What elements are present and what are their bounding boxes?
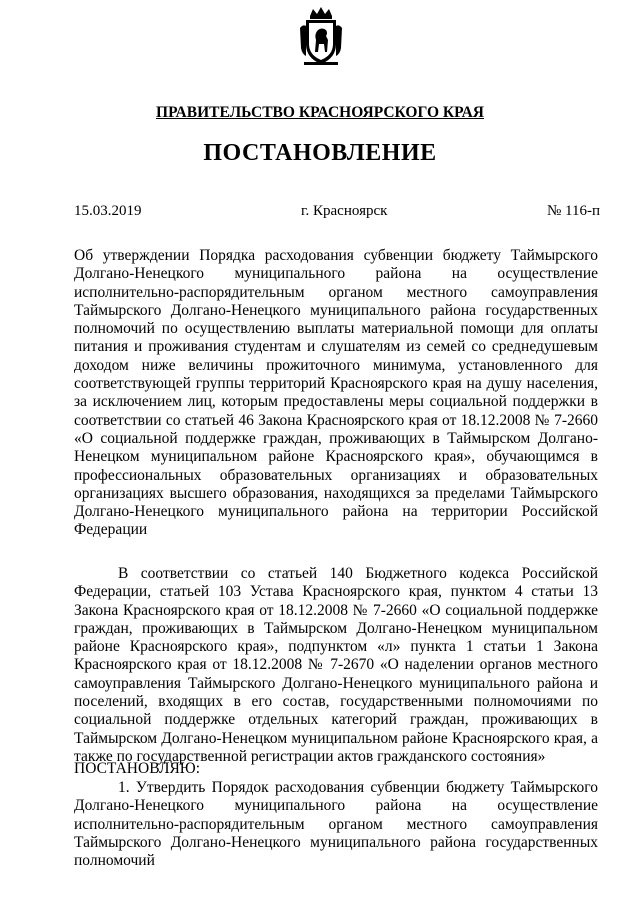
preamble-paragraph: В соответствии со статьей 140 Бюджетного кодекса Российской Федерации, статьей 103 Устава Красноярского края, пунктом 4 статьи 13 Закона Красноярского края от 18.12.2008 № 7-2660 «О социальной поддержке граждан, проживающих в Таймырском Долгано-Ненецком муниципальном районе Красноярского края», подпунктом «л» пункта 1 статьи 1 Закона Красноярского края от 18.12.2008 № 7-2670 «О наделении органов местного самоуправления Таймырского Долгано-Ненецкого муниципального района и поселений, входящих в его состав, государственными полномочиями по социальной поддержке отдельных категорий граждан, проживающих в Таймырском Долгано-Ненецком муниципальном районе Красноярского края, а также по государственной регистрации актов гражданского состояния»: [74, 565, 598, 765]
decree-item-1: 1. Утвердить Порядок расходования субвенции бюджету Таймырского Долгано-Ненецкого муниципального района на осуществление исполнительно-распорядительным органом местного самоуправления Таймырского Долгано-Ненецкого муниципального района государственных полномочий: [74, 779, 598, 870]
document-meta-row: [74, 203, 600, 220]
coat-of-arms-icon: [298, 6, 344, 68]
document-city: г. Красноярск: [301, 203, 388, 219]
decree-word: ПОСТАНОВЛЯЮ:: [74, 760, 201, 777]
document-number: № 116-п: [546, 203, 600, 219]
document-subject: Об утверждении Порядка расходования субвенции бюджету Таймырского Долгано-Ненецкого муниципального района на осуществление исполнительно-распорядительным органом местного самоуправления Таймырского Долгано-Ненецкого муниципального района государственных полномочий по осуществлению выплаты материальной помощи для оплаты питания и проживания студентам и слушателям из семей со среднедушевым доходом ниже величины прожиточного минимума, установленного для соответствующей группы территорий Красноярского края на душу населения, за исключением лиц, которым предоставлены меры социальной поддержки в соответствии со статьей 46 Закона Красноярского края от 18.12.2008 № 7-2660 «О социальной поддержке граждан, проживающих в Таймырском Долгано-Ненецком муниципальном районе Красноярского края», обучающимся в профессиональных образовательных организациях и образовательных организациях высшего образования, находящихся за пределами Таймырского Долгано-Ненецкого муниципального района на территории Российской Федерации: [74, 247, 598, 539]
document-type-title: ПОСТАНОВЛЕНИЕ: [203, 140, 437, 166]
document-date: 15.03.2019: [74, 203, 142, 219]
organization-name: ПРАВИТЕЛЬСТВО КРАСНОЯРСКОГО КРАЯ: [156, 104, 484, 121]
